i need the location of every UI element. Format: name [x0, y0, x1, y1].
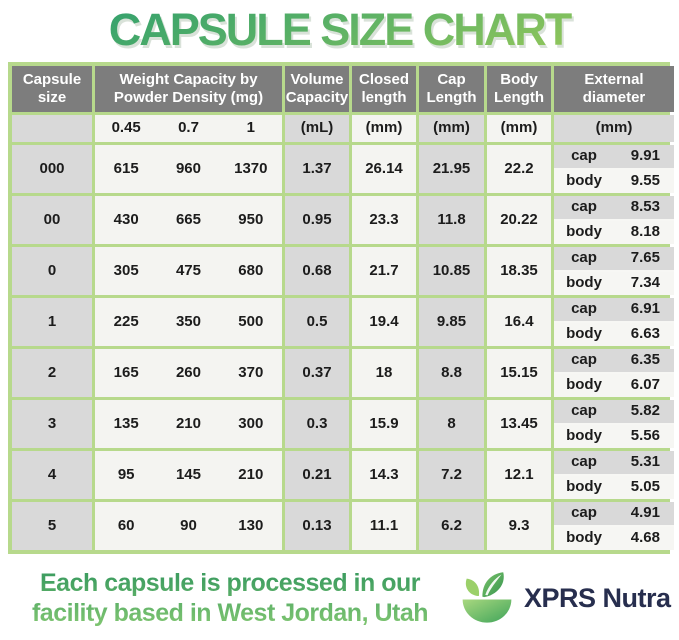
weight-1: 500 — [238, 312, 264, 330]
subheader-densities — [95, 115, 282, 142]
external-cap-row — [554, 451, 674, 476]
capsule-size-value: 000 — [12, 145, 92, 193]
header-volume-capacity: Volume Capacity — [285, 66, 349, 112]
cap-length-value: 9.85 — [419, 298, 484, 346]
body-diameter-value: 9.55 — [630, 172, 660, 190]
volume-value: 0.21 — [285, 451, 349, 499]
external-cap-row — [554, 349, 674, 374]
body-length-value: 20.22 — [487, 196, 551, 244]
subheader-cap-unit: (mm) — [419, 115, 484, 142]
closed-length-value: 14.3 — [352, 451, 416, 499]
weight-values — [95, 298, 282, 346]
cap-diameter-value: 6.91 — [630, 300, 660, 318]
body-label: body — [566, 376, 602, 394]
weight-045: 135 — [113, 414, 139, 432]
weight-07: 210 — [175, 414, 201, 432]
body-diameter-value: 5.05 — [630, 478, 660, 496]
volume-value: 0.68 — [285, 247, 349, 295]
external-body-row — [554, 425, 674, 448]
cap-length-value: 6.2 — [419, 502, 484, 550]
cap-length-value: 21.95 — [419, 145, 484, 193]
external-diameter-cell — [554, 196, 674, 244]
cap-diameter-value: 8.53 — [630, 198, 660, 216]
cap-diameter-value: 5.82 — [630, 402, 660, 420]
cap-label: cap — [571, 198, 597, 216]
weight-07: 90 — [180, 516, 197, 534]
weight-1: 950 — [238, 210, 264, 228]
weight-1: 370 — [238, 363, 264, 381]
table-row-size-00 — [12, 196, 666, 244]
external-body-row — [554, 170, 674, 193]
header-external-diameter: External diameter — [554, 66, 674, 112]
body-label: body — [566, 427, 602, 445]
weight-1: 300 — [238, 414, 264, 432]
subheader-external-unit: (mm) — [554, 115, 674, 142]
body-label: body — [566, 274, 602, 292]
table-row-size-2 — [12, 349, 666, 397]
density-1: 1 — [246, 119, 255, 137]
cap-label: cap — [571, 300, 597, 318]
cap-diameter-value: 7.65 — [630, 249, 660, 267]
brand-logo — [458, 569, 671, 628]
density-0-45: 0.45 — [111, 119, 141, 137]
cap-length-value: 10.85 — [419, 247, 484, 295]
cap-label: cap — [571, 453, 597, 471]
weight-07: 145 — [175, 465, 201, 483]
weight-07: 960 — [175, 159, 201, 177]
cap-diameter-value: 6.35 — [630, 351, 660, 369]
weight-045: 615 — [113, 159, 139, 177]
header-body-length: Body Length — [487, 66, 551, 112]
external-cap-row — [554, 298, 674, 323]
cap-diameter-value: 9.91 — [630, 147, 660, 165]
body-length-value: 9.3 — [487, 502, 551, 550]
table-row-size-4 — [12, 451, 666, 499]
table-header-row — [12, 66, 666, 112]
weight-07: 260 — [175, 363, 201, 381]
cap-label: cap — [571, 351, 597, 369]
external-diameter-cell — [554, 451, 674, 499]
body-label: body — [566, 478, 602, 496]
body-label: body — [566, 223, 602, 241]
subheader-empty — [12, 115, 92, 142]
table-row-size-1 — [12, 298, 666, 346]
capsule-size-table — [8, 62, 670, 554]
closed-length-value: 19.4 — [352, 298, 416, 346]
footer — [0, 568, 679, 629]
cap-label: cap — [571, 504, 597, 522]
capsule-size-value: 3 — [12, 400, 92, 448]
volume-value: 0.13 — [285, 502, 349, 550]
cap-length-value: 11.8 — [419, 196, 484, 244]
weight-07: 350 — [175, 312, 201, 330]
external-diameter-cell — [554, 298, 674, 346]
closed-length-value: 15.9 — [352, 400, 416, 448]
external-diameter-cell — [554, 145, 674, 193]
weight-values — [95, 502, 282, 550]
closed-length-value: 21.7 — [352, 247, 416, 295]
capsule-size-value: 4 — [12, 451, 92, 499]
external-body-row — [554, 272, 674, 295]
table-row-size-0 — [12, 247, 666, 295]
cap-label: cap — [571, 402, 597, 420]
external-body-row — [554, 323, 674, 346]
mortar-leaves-icon — [458, 569, 516, 628]
external-cap-row — [554, 502, 674, 527]
subheader-body-unit: (mm) — [487, 115, 551, 142]
closed-length-value: 18 — [352, 349, 416, 397]
external-cap-row — [554, 145, 674, 170]
weight-045: 430 — [113, 210, 139, 228]
footer-line-1: Each capsule is processed in our — [40, 568, 420, 597]
body-diameter-value: 8.18 — [630, 223, 660, 241]
volume-value: 0.5 — [285, 298, 349, 346]
volume-value: 0.95 — [285, 196, 349, 244]
page-title: CAPSULE SIZE CHART — [0, 4, 679, 56]
weight-045: 305 — [113, 261, 139, 279]
table-row-size-000 — [12, 145, 666, 193]
header-weight-capacity: Weight Capacity by Powder Density (mg) — [95, 66, 282, 112]
external-diameter-cell — [554, 502, 674, 550]
weight-07: 475 — [175, 261, 201, 279]
body-length-value: 13.45 — [487, 400, 551, 448]
weight-values — [95, 451, 282, 499]
body-label: body — [566, 529, 602, 547]
body-diameter-value: 7.34 — [630, 274, 660, 292]
density-0-7: 0.7 — [178, 119, 199, 137]
table-subheader-row — [12, 115, 666, 142]
external-diameter-cell — [554, 349, 674, 397]
volume-value: 1.37 — [285, 145, 349, 193]
body-length-value: 18.35 — [487, 247, 551, 295]
weight-values — [95, 247, 282, 295]
external-cap-row — [554, 196, 674, 221]
table-row-size-3 — [12, 400, 666, 448]
body-diameter-value: 4.68 — [630, 529, 660, 547]
subheader-volume-unit: (mL) — [285, 115, 349, 142]
weight-values — [95, 145, 282, 193]
closed-length-value: 26.14 — [352, 145, 416, 193]
body-diameter-value: 6.07 — [630, 376, 660, 394]
body-length-value: 22.2 — [487, 145, 551, 193]
capsule-size-value: 00 — [12, 196, 92, 244]
body-diameter-value: 5.56 — [630, 427, 660, 445]
weight-045: 95 — [117, 465, 135, 483]
capsule-size-value: 1 — [12, 298, 92, 346]
brand-name: XPRS Nutra — [524, 582, 671, 613]
capsule-size-value: 5 — [12, 502, 92, 550]
weight-values — [95, 196, 282, 244]
capsule-size-value: 2 — [12, 349, 92, 397]
body-length-value: 16.4 — [487, 298, 551, 346]
cap-length-value: 7.2 — [419, 451, 484, 499]
cap-length-value: 8 — [419, 400, 484, 448]
cap-label: cap — [571, 249, 597, 267]
weight-values — [95, 400, 282, 448]
cap-length-value: 8.8 — [419, 349, 484, 397]
external-cap-row — [554, 247, 674, 272]
body-diameter-value: 6.63 — [630, 325, 660, 343]
footer-tagline — [4, 568, 456, 629]
volume-value: 0.3 — [285, 400, 349, 448]
capsule-size-value: 0 — [12, 247, 92, 295]
weight-1: 680 — [238, 261, 264, 279]
body-length-value: 12.1 — [487, 451, 551, 499]
external-body-row — [554, 476, 674, 499]
header-closed-length: Closed length — [352, 66, 416, 112]
weight-values — [95, 349, 282, 397]
weight-1: 130 — [238, 516, 264, 534]
closed-length-value: 11.1 — [352, 502, 416, 550]
weight-045: 225 — [113, 312, 139, 330]
external-body-row — [554, 374, 674, 397]
body-label: body — [566, 172, 602, 190]
volume-value: 0.37 — [285, 349, 349, 397]
weight-1: 210 — [238, 465, 264, 483]
weight-07: 665 — [175, 210, 201, 228]
body-length-value: 15.15 — [487, 349, 551, 397]
cap-diameter-value: 5.31 — [630, 453, 660, 471]
external-body-row — [554, 221, 674, 244]
footer-line-2: facility based in West Jordan, Utah — [31, 599, 429, 628]
header-cap-length: Cap Length — [419, 66, 484, 112]
closed-length-value: 23.3 — [352, 196, 416, 244]
external-cap-row — [554, 400, 674, 425]
external-diameter-cell — [554, 400, 674, 448]
external-diameter-cell — [554, 247, 674, 295]
table-row-size-5 — [12, 502, 666, 550]
cap-label: cap — [571, 147, 597, 165]
cap-diameter-value: 4.91 — [630, 504, 660, 522]
weight-045: 165 — [113, 363, 139, 381]
weight-045: 60 — [117, 516, 135, 534]
external-body-row — [554, 527, 674, 550]
body-label: body — [566, 325, 602, 343]
header-capsule-size: Capsule size — [12, 66, 92, 112]
subheader-closed-unit: (mm) — [352, 115, 416, 142]
weight-1: 1370 — [234, 159, 268, 177]
